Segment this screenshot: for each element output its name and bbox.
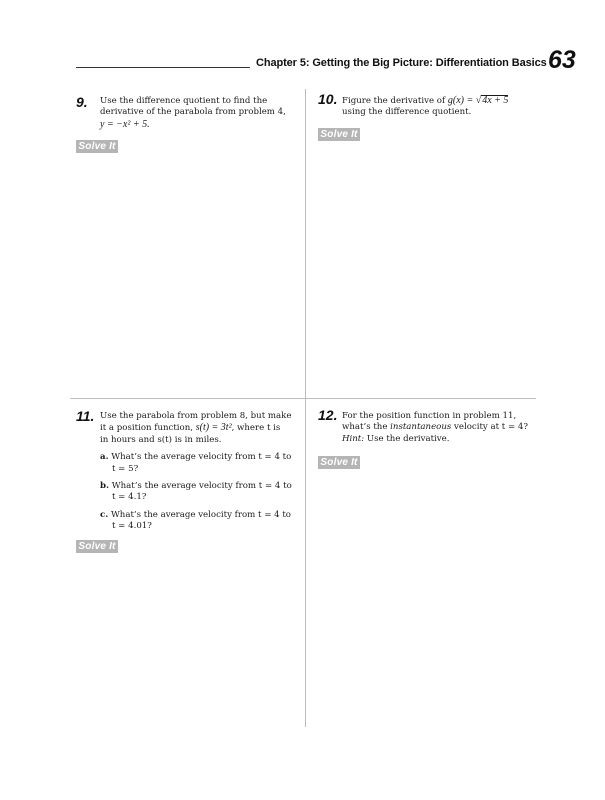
page-number: 63	[548, 46, 576, 74]
problem-number: 9.	[76, 94, 88, 110]
chapter-title: Chapter 5: Getting the Big Picture: Differentiation Basics	[256, 57, 547, 69]
horizontal-divider	[70, 398, 536, 399]
sub-item-c: c. What’s the average velocity from t = 4 to t = 4.01?	[100, 509, 291, 532]
header-rule	[76, 67, 250, 68]
problem-number: 11.	[76, 408, 95, 424]
sub-item-b: b. What’s the average velocity from t = 4 to t = 4.1?	[100, 481, 292, 503]
problem-text: Figure the derivative of g(x) = √4x + 5 using the difference quotient.	[342, 95, 509, 118]
sub-item-a: a. What’s the average velocity from t = 4 to t = 5?	[100, 452, 292, 474]
sqrt-icon: √	[475, 95, 482, 106]
solve-it-badge: Solve It	[318, 456, 360, 469]
solve-it-badge: Solve It	[76, 140, 118, 153]
solve-it-badge: Solve It	[318, 128, 360, 141]
radicand: 4x + 5	[482, 95, 509, 106]
problem-text: For the position function in problem 11, what’s the instantaneous velocity at t = 4? Hint: Use the derivative.	[342, 411, 528, 444]
solve-it-badge: Solve It	[76, 540, 118, 553]
problem-text: Use the parabola from problem 8, but make it a position function, s(t) = 3t², where t is in hours and s(t) is in miles. a. What’s the average velocity from t = 4 to t = 5? b. What’s the average velocity from t = 4 to t = 4.1? c. What’s the average velocity from t = 4 to t = 4.01?	[100, 411, 300, 533]
equation: y = −x² + 5.	[100, 118, 150, 130]
problem-text: Use the difference quotient to find the derivative of the parabola from problem 4, y = −x² + 5.	[100, 96, 300, 130]
problem-number: 10.	[318, 91, 338, 107]
vertical-divider	[305, 89, 306, 727]
problem-number: 12.	[318, 407, 338, 423]
